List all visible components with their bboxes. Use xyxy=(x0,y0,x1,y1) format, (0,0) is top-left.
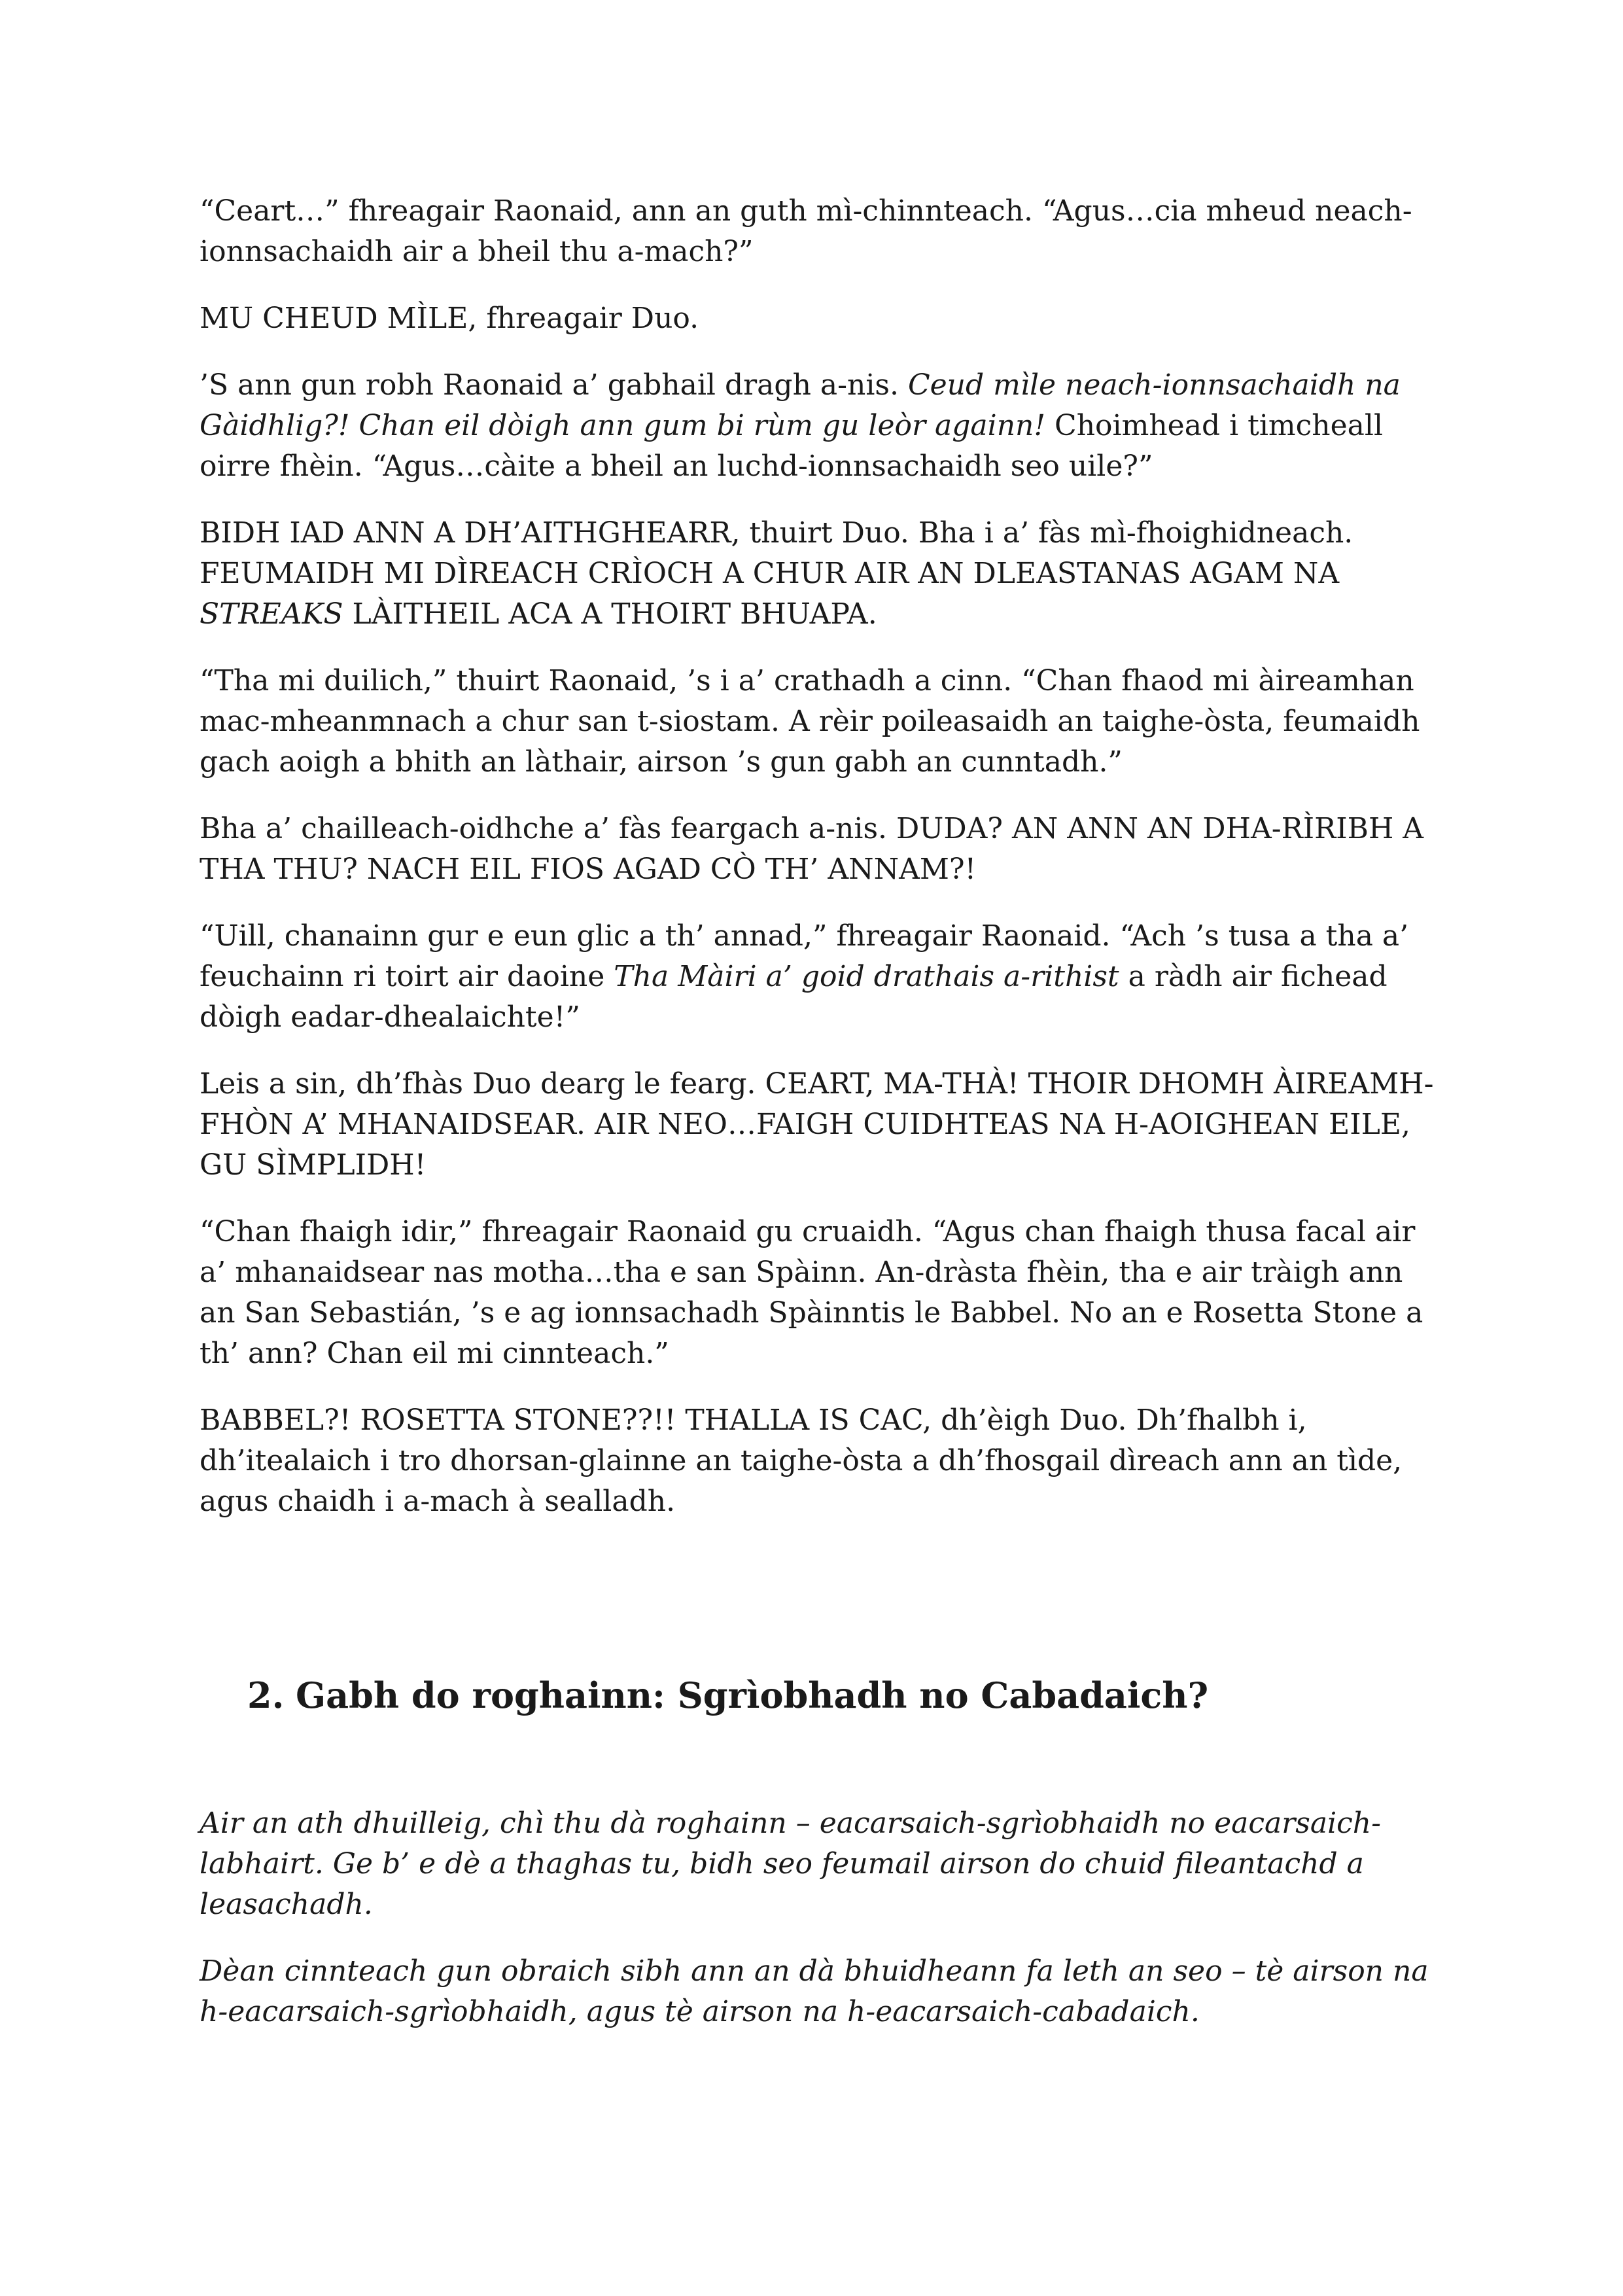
paragraph-3 xyxy=(200,365,1442,487)
paragraph-4-start: BIDH IAD ANN A DH’AITHGHEARR, thuirt Duo. Bha i a’ fàs mì-fhoighidneach. FEUMAIDH MI DÌREACH CRÌOCH A CHUR AIR AN DLEASTANAS AGAM NA xyxy=(200,516,1353,590)
paragraph-4 xyxy=(200,513,1442,635)
paragraph-6: Bha a’ chailleach-oidhche a’ fàs feargach a-nis. DUDA? AN ANN AN DHA-RÌRIBH A THA THU? NACH EIL FIOS AGAD CÒ TH’ ANNAM?! xyxy=(200,812,1424,886)
paragraph-3-italic: Ceud mìle neach-ionnsachaidh na Gàidhlig?! Chan eil dòigh ann gum bi rùm gu leòr againn! xyxy=(200,368,1401,442)
section-number: 2. xyxy=(247,1674,285,1716)
paragraph-4-end: LÀITHEIL ACA A THOIRT BHUAPA. xyxy=(343,597,877,631)
instruction-2: Dèan cinnteach gun obraich sibh ann an dà bhuidheann fa leth an seo – tè airson na h-eacarsaich-sgrìobhaidh, agus tè airson na h-eacarsaich-cabadaich. xyxy=(200,1954,1429,2028)
paragraph-7 xyxy=(200,916,1442,1038)
paragraph-8: Leis a sin, dh’fhàs Duo dearg le fearg. CEART, MA-THÀ! THOIR DHOMH ÀIREAMH-FHÒN A’ MHANAIDSEAR. AIR NEO…FAIGH CUIDHTEAS NA H-AOIGHEAN EILE, GU SÌMPLIDH! xyxy=(200,1067,1434,1182)
paragraph-2: MU CHEUD MÌLE, fhreagair Duo. xyxy=(200,302,699,335)
paragraph-4-italic: STREAKS xyxy=(200,597,343,631)
paragraph-3-start: ’S ann gun robh Raonaid a’ gabhail dragh a-nis. xyxy=(200,368,908,402)
paragraph-5: “Tha mi duilich,” thuirt Raonaid, ’s i a’ crathadh a cinn. “Chan fhaod mi àireamhan mac-mheanmnach a chur san t-siostam. A rèir poileasaidh an taighe-òsta, feumaidh gach aoigh a bhith an làthair, airson ’s gun gabh an cunntadh.” xyxy=(200,664,1420,779)
paragraph-9: “Chan fhaigh idir,” fhreagair Raonaid gu cruaidh. “Agus chan fhaigh thusa facal air a’ mhanaidsear nas motha…tha e san Spàinn. An-dràsta fhèin, tha e air tràigh ann an San Sebastián, ’s e ag ionnsachadh Spàinntis le Babbel. No an e Rosetta Stone a th’ ann? Chan eil mi cinnteach.” xyxy=(200,1215,1423,1370)
paragraph-7-end: a ràdh air fichead dòigh eadar-dhealaichte!” xyxy=(200,960,1387,1034)
section-title: Gabh do roghainn: Sgrìobhadh no Cabadaich? xyxy=(296,1674,1209,1716)
paragraph-7-italic: Tha Màiri a’ goid drathais a-rithist xyxy=(614,960,1119,993)
instruction-1: Air an ath dhuilleig, chì thu dà roghainn – eacarsaich-sgrìobhaidh no eacarsaich-labhairt. Ge b’ e dè a thaghas tu, bidh seo feumail airson do chuid fileantachd a leasachadh. xyxy=(200,1807,1381,1921)
instructions-block xyxy=(200,1803,1442,2058)
story-text xyxy=(200,191,1442,1548)
paragraph-1: “Ceart…” fhreagair Raonaid, ann an guth mì-chinnteach. “Agus…cia mheud neach-ionnsachaidh air a bheil thu a-mach?” xyxy=(200,194,1412,268)
paragraph-3-end: Choimhead i timcheall oirre fhèin. “Agus…càite a bheil an luchd-ionnsachaidh seo uile?” xyxy=(200,409,1384,483)
paragraph-10: BABBEL?! ROSETTA STONE??!! THALLA IS CAC, dh’èigh Duo. Dh’fhalbh i, dh’itealaich i tro dhorsan-glainne an taighe-òsta a dh’fhosgail dìreach ann an tìde, agus chaidh i a-mach à sealladh. xyxy=(200,1404,1403,1518)
paragraph-7-start: “Uill, chanainn gur e eun glic a th’ annad,” fhreagair Raonaid. “Ach ’s tusa a tha a’ feuchainn ri toirt air daoine xyxy=(200,919,1409,993)
section-heading xyxy=(247,1672,1425,1718)
